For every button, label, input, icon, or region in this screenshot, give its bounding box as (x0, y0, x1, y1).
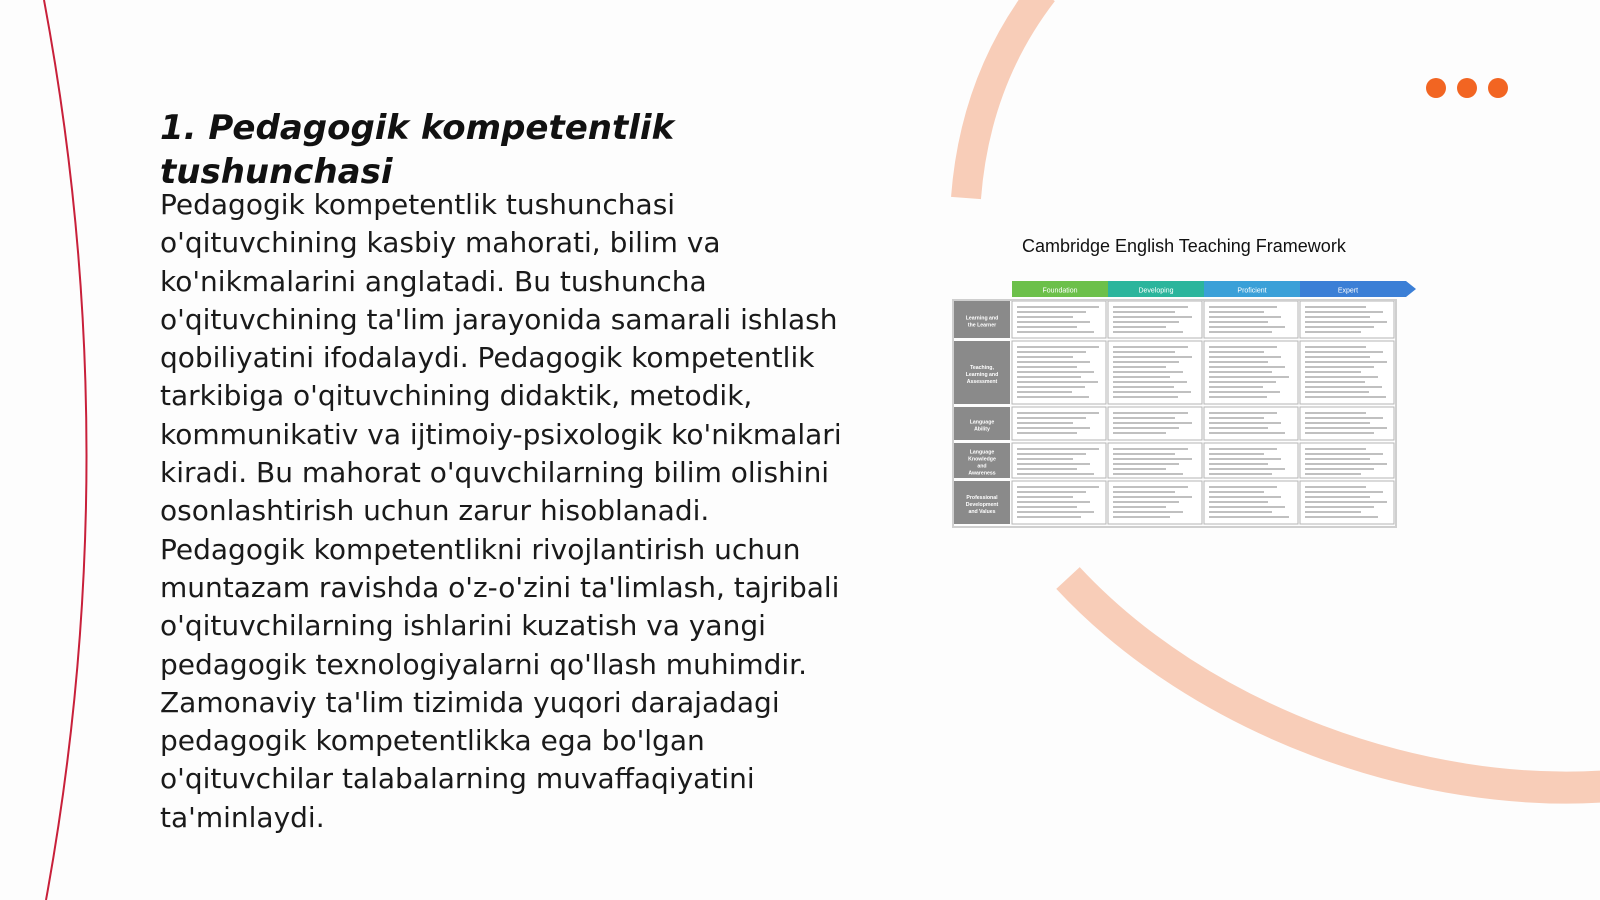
orange-arc-bottom (1068, 578, 1600, 788)
dot-icon (1457, 78, 1477, 98)
orange-arc-top (966, 0, 1043, 198)
row-header-label: Knowledge (968, 456, 996, 463)
framework-cell (1300, 443, 1394, 478)
slide-title: 1. Pedagogik kompetentlik tushunchasi (160, 108, 675, 192)
row-header-label: the Learner (967, 322, 997, 329)
row-header-label: and Values (968, 509, 996, 515)
framework-grid (953, 300, 1396, 527)
row-header-label: Professional (966, 495, 998, 501)
stage-label: Foundation (1042, 287, 1078, 295)
framework-cell (1012, 443, 1106, 478)
dot-icon (1488, 78, 1508, 98)
figure-caption: Cambridge English Teaching Framework (1022, 236, 1346, 256)
row-header-label: Learning and (965, 372, 999, 378)
row-header-label: Awareness (968, 470, 996, 477)
row-header-label: Language (969, 449, 995, 456)
dot-icon (1426, 78, 1446, 98)
stage-label: Proficient (1237, 287, 1267, 295)
stage-label: Developing (1138, 287, 1174, 295)
row-header-label: and (977, 463, 987, 470)
stage-header-band (1012, 281, 1416, 297)
framework-cell (1108, 443, 1202, 478)
row-header-label: Teaching, (970, 365, 994, 371)
slide-body-text: Pedagogik kompetentlik tushunchasi o'qituvchining kasbiy mahorati, bilim va ko'nikmalarini anglatadi. Bu tushuncha o'qituvchining ta'lim jarayonida samarali ishlash qobiliyatini ifodalaydi. Pedagogik kompetentlik tarkibiga o'qituvchining didaktik, metodik, kommunikativ va ijtimoiy-psixologik ko'nikmalari kiradi. Bu mahorat o'quvchilarning bilim olishini osonlashtirish uchun zarur hisoblanadi. Pedagogik kompetentlikni rivojlantirish uchun muntazam ravishda o'z-o'zini ta'limlash, tajribali o'qituvchilarning ishlarini kuzatish va yangi pedagogik texnologiyalarni qo'llash muhimdir. Zamonaviy ta'lim tizimida yuqori darajadagi pedagogik kompetentlikka ega bo'lgan o'qituvchilar talabalarning muvaffaqiyatini ta'minlaydi. (160, 188, 842, 834)
row-header-label: Assessment (966, 379, 998, 385)
stage-label: Expert (1337, 287, 1359, 295)
menu-dots-icon[interactable] (1426, 78, 1508, 98)
row-header-label: Ability (974, 426, 990, 433)
row-header-label: Language (969, 419, 995, 426)
row-header-label: Development (965, 502, 999, 508)
left-red-curve (44, 0, 87, 900)
framework-table-image (952, 279, 1448, 539)
row-header-label: Learning and (965, 315, 999, 322)
framework-cell (1204, 443, 1298, 478)
